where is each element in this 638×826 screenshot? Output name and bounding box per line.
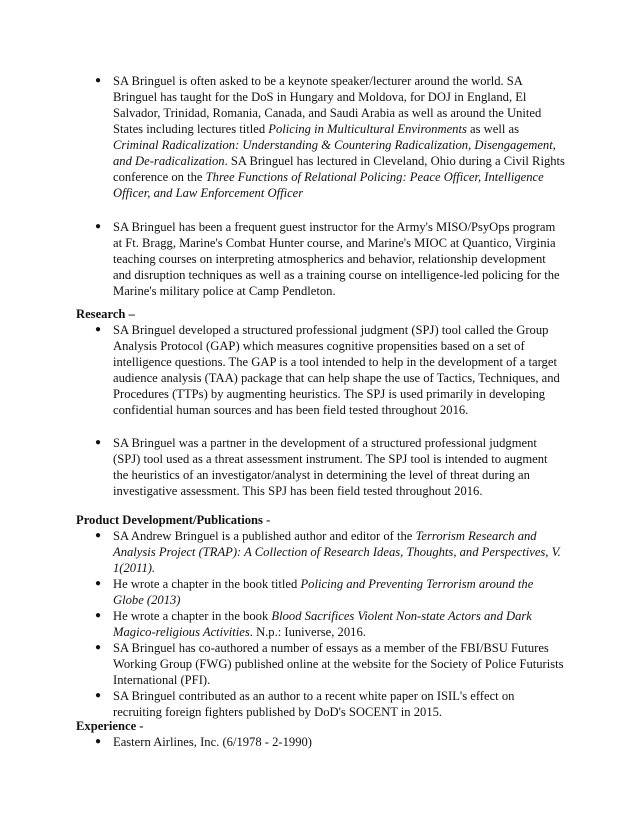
body-text: SA Bringuel contributed as an author to a recent white paper on ISIL's effect on recruiting foreign fighters published by DoD's SOCENT in 2015.	[113, 689, 515, 719]
product-bullet-list	[95, 528, 565, 720]
body-text: Eastern Airlines, Inc. (6/1978 - 2-1990)	[113, 735, 313, 749]
bullet-icon: ●	[95, 75, 102, 86]
list-item	[95, 688, 565, 720]
body-text: SA Bringuel was a partner in the development of a structured professional judgment (SPJ) tool used as a threat assessment instrument. The SPJ tool is intended to augment the heuristics of an investigator/analyst in determining the level of threat during an investigative assessment. This SPJ has been field tested throughout 2016.	[113, 436, 548, 498]
italic-text: Policing in Multicultural Environments	[268, 122, 467, 136]
research-bullet-list	[95, 322, 565, 499]
list-item	[95, 576, 565, 608]
bullet-text	[113, 577, 533, 607]
body-text: SA Bringuel developed a structured professional judgment (SPJ) tool called the Group Analysis Protocol (GAP) which measures cognitive propensities based on a set of intelligence questions. The GAP is a tool intended to help in the development of a target audience analysis (TAA) package that can help shape the use of Tactics, Techniques, and Procedures (TTPs) by augmenting heuristics. The SPJ is used primarily in developing confidential human sources and has been field tested throughout 2016.	[113, 323, 560, 417]
body-text: SA Bringuel is often asked to be a keynote speaker/lecturer around the world. SA Bringuel has taught for the DoS in Hungary and Moldova, for DOJ in England, El Salvador, Trinidad, Romania, Canada, and Saudi Arabia as well as around the United States including lectures titled	[113, 74, 542, 136]
body-text: He wrote a chapter in the book titled	[113, 577, 301, 591]
body-text: . SA Bringuel has lectured in Cleveland, Ohio during a Civil Rights conference on the	[113, 154, 565, 184]
body-text: He wrote a chapter in the book	[113, 609, 272, 623]
bullet-text	[113, 220, 560, 298]
bullet-icon: ●	[95, 736, 102, 747]
bullet-text	[113, 689, 514, 719]
bullet-text	[113, 735, 312, 749]
body-text: as well as	[466, 122, 519, 136]
list-item	[95, 322, 565, 418]
list-item	[95, 608, 565, 640]
bullet-text	[113, 436, 548, 498]
bullet-text	[113, 641, 564, 687]
bullet-icon: ●	[95, 324, 102, 335]
body-text: SA Andrew Bringuel is a published author and editor of the	[113, 529, 416, 543]
list-item	[95, 734, 565, 750]
body-text: SA Bringuel has co-authored a number of essays as a member of the FBI/BSU Futures Working Group (FWG) published online at the website for the Society of Police Futurists International (PFI).	[113, 641, 564, 687]
bullet-text	[113, 323, 560, 417]
italic-text: Blood Sacrifices Violent Non-state Actors and Dark Magico-religious Activities	[113, 609, 532, 639]
intro-bullet-list	[95, 73, 565, 299]
list-item	[95, 640, 565, 688]
bullet-icon: ●	[95, 690, 102, 701]
bullet-icon: ●	[95, 642, 102, 653]
bullet-icon: ●	[95, 221, 102, 232]
experience-bullet-list	[95, 734, 565, 750]
italic-text: Three Functions of Relational Policing: Peace Officer, Intelligence Officer, and Law Enforcement Officer	[113, 170, 544, 200]
list-item	[95, 219, 565, 299]
product-heading: Product Development/Publications -	[76, 513, 271, 527]
bullet-text	[113, 529, 561, 575]
bullet-icon: ●	[95, 530, 102, 541]
italic-text: Criminal Radicalization: Understanding & Countering Radicalization, Disengagement, and De-radicalization	[113, 138, 556, 168]
bullet-icon: ●	[95, 610, 102, 621]
bullet-icon: ●	[95, 578, 102, 589]
list-item	[95, 73, 565, 201]
experience-heading: Experience -	[76, 719, 144, 733]
bullet-text	[113, 609, 532, 639]
italic-text: Policing and Preventing Terrorism around the Globe (2013)	[113, 577, 534, 607]
bullet-text	[113, 74, 565, 200]
research-heading: Research –	[76, 307, 135, 321]
list-item	[95, 435, 565, 499]
list-item	[95, 528, 565, 576]
body-text: SA Bringuel has been a frequent guest instructor for the Army's MISO/PsyOps program at Ft. Bragg, Marine's Combat Hunter course, and Marine's MIOC at Quantico, Virginia teaching courses on interpreting atmospherics and behavior, relationship development and disruption techniques as well as a training course on intelligence-led policing for the Marine's military police at Camp Pendleton.	[113, 220, 560, 298]
italic-text: Terrorism Research and Analysis Project (TRAP): A Collection of Research Ideas, Thoughts, and Perspectives, V. 1(2011).	[113, 529, 561, 575]
body-text: . N.p.: Iuniverse, 2016.	[249, 625, 366, 639]
bullet-icon: ●	[95, 437, 102, 448]
